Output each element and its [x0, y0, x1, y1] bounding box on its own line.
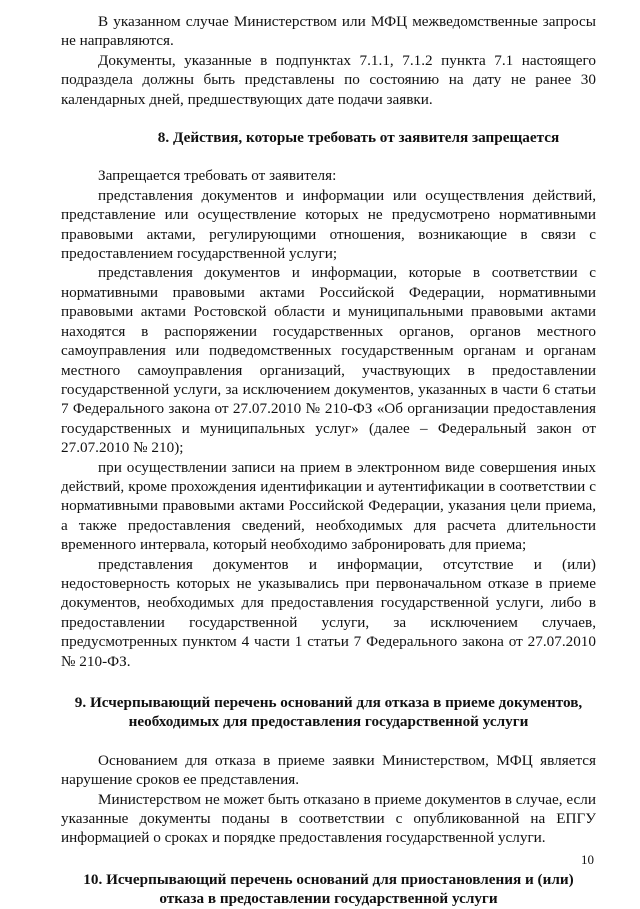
section-9-heading-line-1: 9. Исчерпывающий перечень оснований для отказа в приеме документов, [74, 694, 583, 711]
section-8-item-4: представления документов и информации, отсутствие и (или) недостоверность которых не указывались при первоначальном отказе в приеме документов, необходимых для предоставления государственной услуги, либо в предоставлении государственной услуги, за исключением случаев, предусмотренных пунктом 4 части 1 статьи 7 Федерального закона от 27.07.2010 № 210-ФЗ. [61, 555, 596, 670]
section-9-heading-line-2: необходимых для предоставления государственной услуги [128, 713, 529, 731]
section-9-paragraph-1: Основанием для отказа в приеме заявки Министерством, МФЦ является нарушение сроков ее представления. [61, 751, 596, 789]
page-number: 10 [581, 852, 594, 867]
section-8-item-3: при осуществлении записи на прием в электронном виде совершения иных действий, кроме прохождения идентификации и аутентификации в соответствии с нормативными правовыми актами Российской Федерации, указания цели приема, а также предоставления сведений, необходимых для расчета длительности временного интервала, который необходимо забронировать для приема; [61, 458, 596, 554]
paragraph-no-requests: В указанном случае Министерством или МФЦ межведомственные запросы не направляются. [61, 13, 596, 50]
section-8-intro: Запрещается требовать от заявителя: [98, 167, 337, 185]
section-9-paragraph-2: Министерством не может быть отказано в приеме документов в случае, если указанные документы поданы в соответствии с опубликованной на ЕПГУ информацией о сроках и порядке предоставления государственной услуги. [61, 790, 596, 847]
section-10-heading-line-1: 10. Исчерпывающий перечень оснований для приостановления и (или) [83, 870, 574, 888]
paragraph-documents-date: Документы, указанные в подпунктах 7.1.1, 7.1.2 пункта 7.1 настоящего подраздела должны быть представлены по состоянию на дату не ранее 30 календарных дней, предшествующих дате подачи заявки. [61, 51, 596, 108]
document-page [61, 12, 596, 909]
section-8-item-1: представления документов и информации или осуществления действий, представление или осуществление которых не предусмотрено нормативными правовыми актами, регулирующими отношения, возникающие в связи с предоставлением государственной услуги; [61, 186, 596, 263]
section-8-heading: 8. Действия, которые требовать от заявителя запрещается [157, 129, 560, 147]
section-10-heading-line-2: отказа в предоставлении государственной услуги [159, 890, 498, 908]
section-8-item-2: представления документов и информации, которые в соответствии с нормативными правовыми актами Российской Федерации, нормативными правовыми актами Ростовской области и муниципальными правовыми актами находятся в распоряжении государственных органов, органов местного самоуправления или подведомственных государственным органам и органам местного самоуправления организаций, участвующих в предоставлении государственной услуги, за исключением документов, указанных в части 6 статьи 7 Федерального закона от 27.07.2010 № 210-ФЗ «Об организации предоставления государственных и муниципальных услуг» (далее – Федеральный закон от 27.07.2010 № 210); [61, 264, 596, 457]
